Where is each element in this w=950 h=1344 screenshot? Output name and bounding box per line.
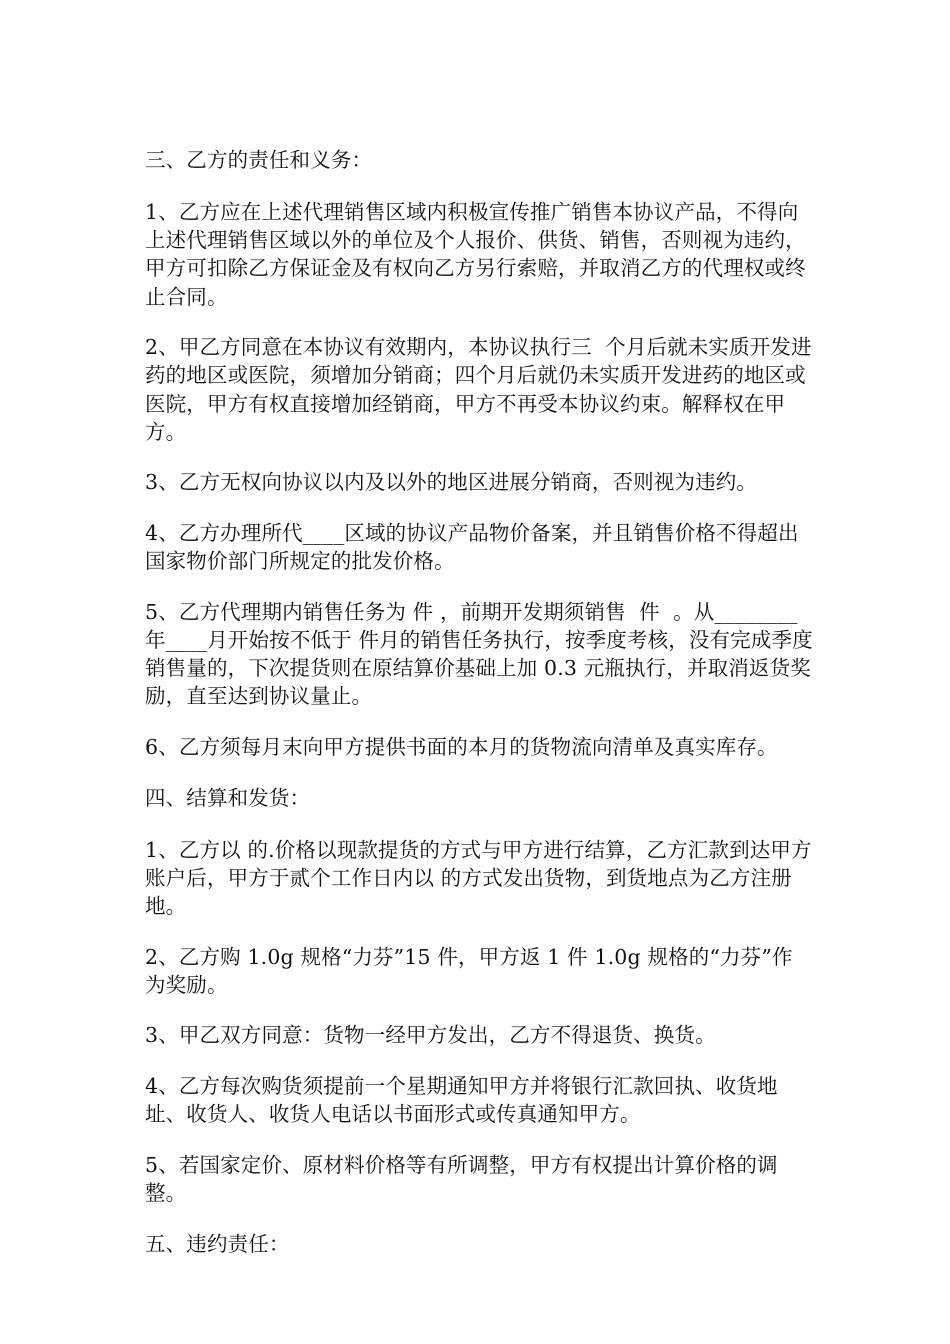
section-3-item-5: 5、乙方代理期内销售任务为 件 ，前期开发期须销售 件 。从________年____月开始按不低于 件月的销售任务执行，按季度考核，没有完成季度销售量的，下次提货则在原结算价基础上加 0.3 元瓶执行，并取消返货奖励，直至达到协议量止。 — [145, 599, 813, 709]
section-5-heading: 五、违约责任： — [145, 1231, 290, 1256]
section-3-heading: 三、乙方的责任和义务： — [145, 148, 373, 172]
section-3-item-3: 3、乙方无权向协议以内及以外的地区进展分销商，否则视为违约。 — [145, 470, 758, 495]
section-4-item-5: 5、若国家定价、原材料价格等有所调整，甲方有权提出计算价格的调整。 — [145, 1152, 778, 1205]
section-4-item-2: 2、乙方购 1.0g 规格“力芬”15 件，甲方返 1 件 1.0g 规格的“力芬”作为奖励。 — [145, 944, 793, 997]
section-4-item-3: 3、甲乙双方同意：货物一经甲方发出，乙方不得退货、换货。 — [145, 1023, 716, 1048]
section-3-item-4: 4、乙方办理所代____区域的协议产品物价备案，并且销售价格不得超出国家物价部门所规定的批发价格。 — [145, 521, 799, 574]
section-4-item-1: 1、乙方以 的.价格以现款提货的方式与甲方进行结算，乙方汇款到达甲方账户后，甲方于贰个工作日内以 的方式发出货物，到货地点为乙方注册地。 — [145, 837, 812, 918]
section-3-item-2: 2、甲乙方同意在本协议有效期内，本协议执行三 个月后就未实质开发进药的地区或医院，须增加分销商；四个月后就仍未实质开发进药的地区或医院，甲方有权直接增加经销商，甲方不再受本协议约束。解释权在甲方。 — [145, 335, 812, 444]
section-3-item-6: 6、乙方须每月末向甲方提供书面的本月的货物流向清单及真实库存。 — [145, 735, 778, 759]
document-body — [145, 146, 813, 1282]
section-4-item-4: 4、乙方每次购货须提前一个星期通知甲方并将银行汇款回执、收货地址、收货人、收货人电话以书面形式或传真通知甲方。 — [145, 1073, 778, 1127]
section-4-heading: 四、结算和发货： — [145, 785, 311, 810]
section-3-item-1: 1、乙方应在上述代理销售区域内积极宣传推广销售本协议产品，不得向上述代理销售区域以外的单位及个人报价、供货、销售，否则视为违约，甲方可扣除乙方保证金及有权向乙方另行索赔，并取消乙方的代理权或终止合同。 — [145, 200, 806, 309]
